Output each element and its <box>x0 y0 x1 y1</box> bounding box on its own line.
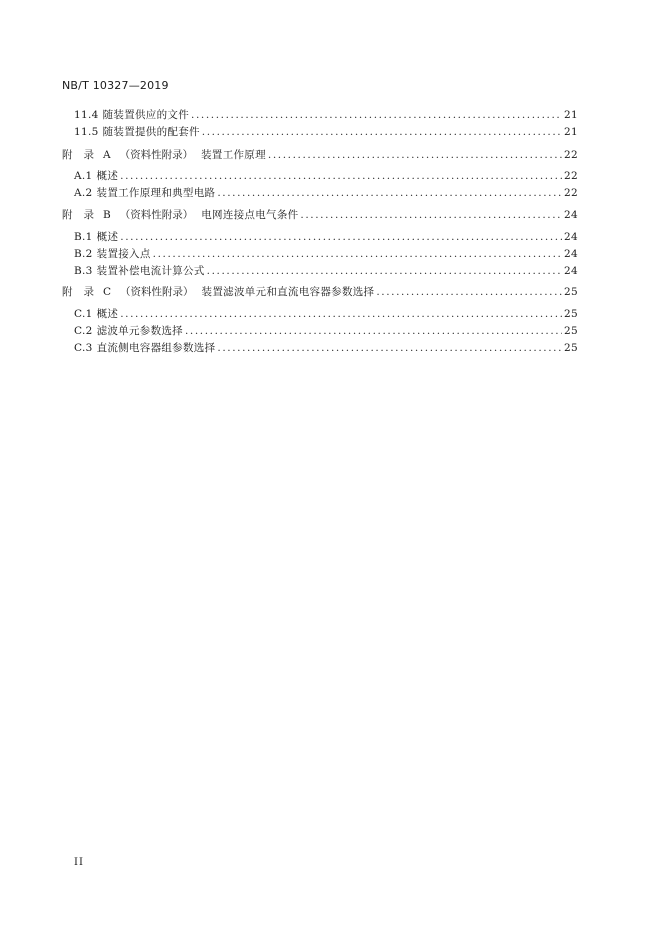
toc-entry-page: 25 <box>564 308 578 320</box>
appendix-letter: B <box>103 209 111 221</box>
toc-leader-dots <box>120 169 562 183</box>
appendix-letter: C <box>103 286 112 298</box>
toc-entry-page: 24 <box>564 209 578 221</box>
toc-entry-number: C.3 <box>74 342 93 354</box>
toc-entry[interactable] <box>62 341 578 355</box>
toc-entry[interactable] <box>62 264 578 278</box>
toc-entry-page: 25 <box>564 325 578 337</box>
toc-entry[interactable] <box>62 230 578 244</box>
page-number: II <box>74 857 84 868</box>
toc-entry-title: 装置补偿电流计算公式 <box>96 265 205 277</box>
appendix-type: （资料性附录） <box>119 209 194 221</box>
document-header <box>62 79 169 92</box>
toc-entry-title: 概述 <box>96 231 119 243</box>
toc-leader-dots <box>207 264 562 278</box>
toc-entry-title: 随装置供应的文件 <box>102 109 189 121</box>
toc-entry-page: 25 <box>564 342 578 354</box>
toc-entry-number: 11.4 <box>74 109 99 121</box>
toc-leader-dots <box>300 208 562 222</box>
toc-entry-number: B.2 <box>74 248 93 260</box>
toc-leader-dots <box>153 247 562 261</box>
toc-leader-dots <box>202 125 562 139</box>
toc-leader-dots <box>120 307 562 321</box>
toc-entry[interactable] <box>62 324 578 338</box>
toc-entry-title: 概述 <box>96 170 119 182</box>
toc-leader-dots <box>120 230 562 244</box>
toc-appendix-entry[interactable] <box>62 148 578 162</box>
toc-entry-number: C.1 <box>74 308 93 320</box>
toc-entry-title: 直流侧电容器组参数选择 <box>96 342 216 354</box>
toc-entry-number: A.2 <box>74 187 93 199</box>
standard-code: NB/T 10327—2019 <box>62 79 169 92</box>
toc-entry-page: 21 <box>564 126 578 138</box>
toc-entry-page: 22 <box>564 149 578 161</box>
toc-leader-dots <box>217 341 562 355</box>
toc-entry-title: 滤波单元参数选择 <box>96 325 183 337</box>
appendix-prefix: 附 <box>62 286 73 298</box>
page-number-footer <box>74 857 84 868</box>
toc-leader-dots <box>217 186 562 200</box>
appendix-type: （资料性附录） <box>120 286 194 298</box>
toc-entry-page: 22 <box>564 170 578 182</box>
toc-entry-page: 21 <box>564 109 578 121</box>
toc-entry[interactable] <box>62 186 578 200</box>
toc-entry-title: 电网连接点电气条件 <box>201 209 299 221</box>
toc-entry-number: 11.5 <box>74 126 99 138</box>
toc-leader-dots <box>191 108 562 122</box>
toc-leader-dots <box>185 324 562 338</box>
toc-entry-title: 装置工作原理和典型电路 <box>96 187 216 199</box>
toc-entry-page: 25 <box>564 286 578 298</box>
appendix-type: （资料性附录） <box>119 149 194 161</box>
toc-entry-page: 24 <box>564 231 578 243</box>
toc-entry-title: 随装置提供的配套件 <box>102 126 200 138</box>
toc-entry-title: 概述 <box>96 308 119 320</box>
appendix-prefix: 录 <box>83 149 94 161</box>
toc-entry-number: C.2 <box>74 325 93 337</box>
toc-entry-page: 24 <box>564 248 578 260</box>
toc-entry-number: A.1 <box>74 170 93 182</box>
toc-entry-number: B.1 <box>74 231 93 243</box>
toc-appendix-entry[interactable] <box>62 208 578 222</box>
toc-entry[interactable] <box>62 125 578 139</box>
appendix-letter: A <box>103 149 111 161</box>
toc-entry-page: 22 <box>564 187 578 199</box>
toc-entry[interactable] <box>62 307 578 321</box>
appendix-prefix: 附 <box>62 149 73 161</box>
toc-leader-dots <box>376 285 562 299</box>
toc-entry-title: 装置接入点 <box>96 248 151 260</box>
toc-entry[interactable] <box>62 108 578 122</box>
toc-appendix-entry[interactable] <box>62 285 578 299</box>
toc-entry[interactable] <box>62 169 578 183</box>
toc-entry-page: 24 <box>564 265 578 277</box>
toc-entry-number: B.3 <box>74 265 93 277</box>
toc-entry-title: 装置工作原理 <box>201 149 266 161</box>
appendix-prefix: 录 <box>83 209 94 221</box>
toc-entry-title: 装置滤波单元和直流电容器参数选择 <box>201 286 375 298</box>
appendix-prefix: 附 <box>62 209 73 221</box>
appendix-prefix: 录 <box>83 286 94 298</box>
toc-entry[interactable] <box>62 247 578 261</box>
toc-leader-dots <box>268 148 562 162</box>
